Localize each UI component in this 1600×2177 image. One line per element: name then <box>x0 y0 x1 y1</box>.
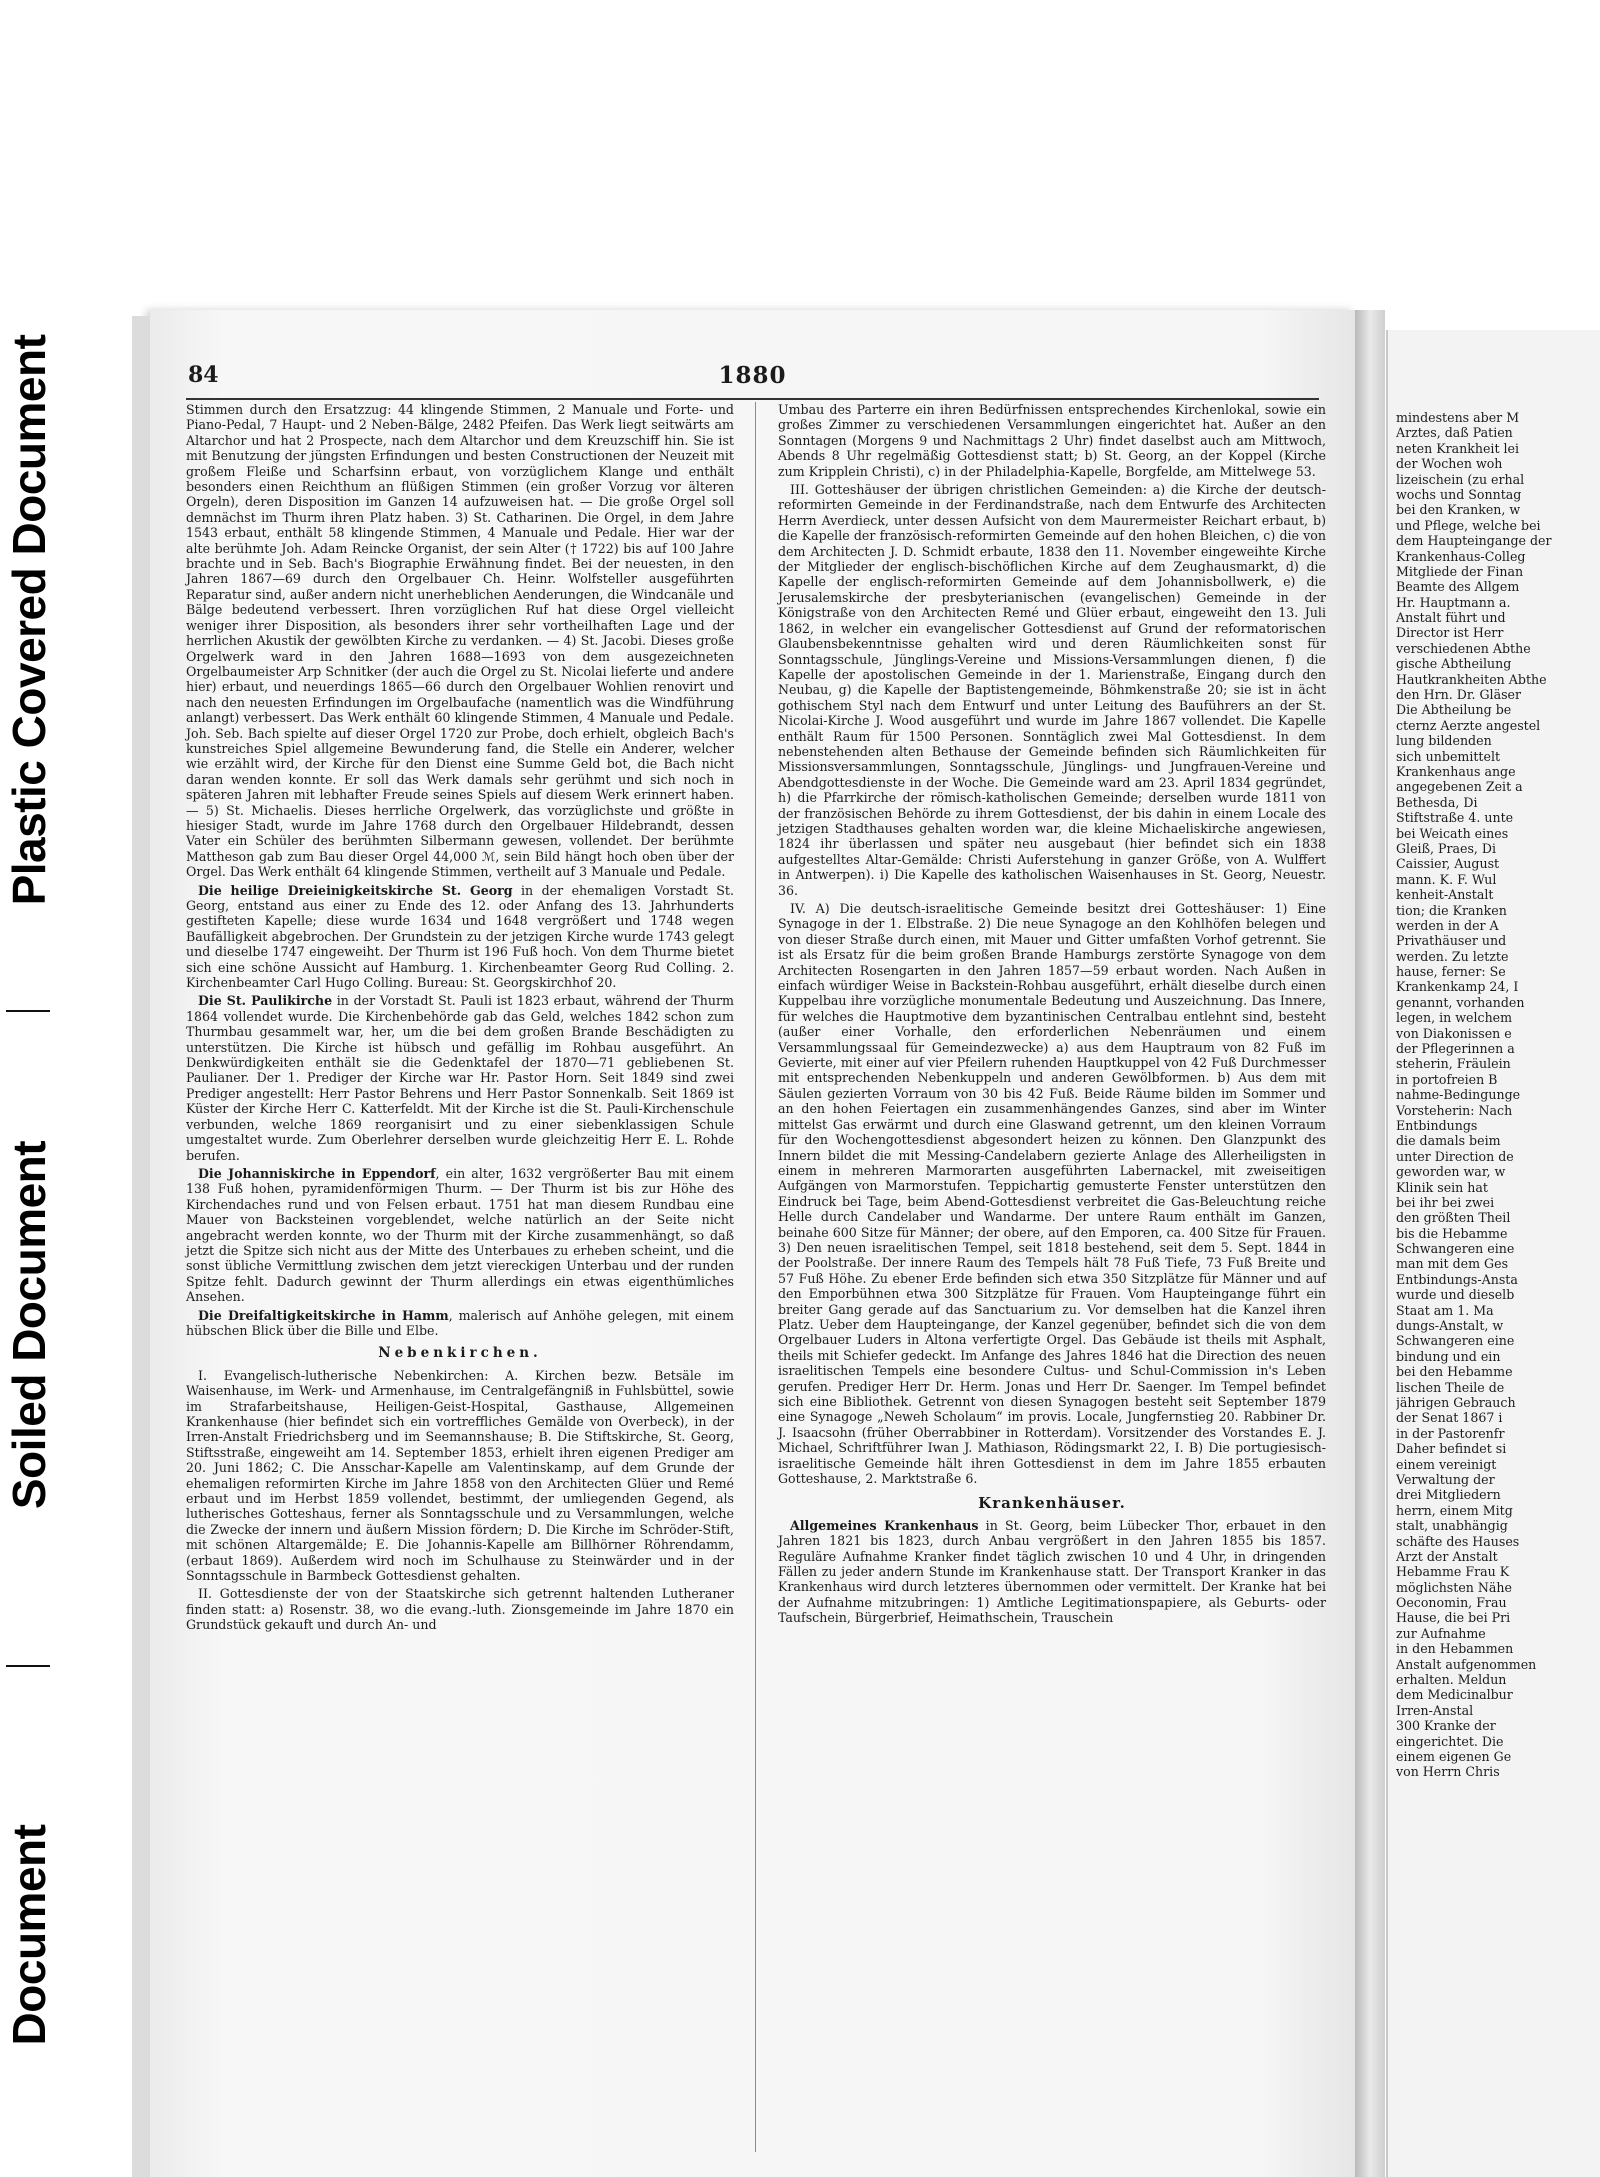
fragment-line: Oeconomin, Frau <box>1396 1595 1507 1611</box>
fragment-line: tion; die Kranken <box>1396 902 1507 918</box>
column-divider <box>755 402 756 2152</box>
fragment-line: Hr. Hauptmann a. <box>1396 594 1511 610</box>
side-label-strip <box>0 0 58 2177</box>
fragment-line: Anstalt aufgenommen <box>1396 1656 1537 1672</box>
fragment-line: wurde und dieselb <box>1396 1287 1515 1303</box>
paragraph-lutheraner: II. Gottesdienste der von der Staatskirche sich getrennt haltenden Lutheraner finden statt: a) Rosenstr. 38, wo die evang.-luth. Zionsgemeinde im Jahre 1870 ein Grundstück gekauft und durch An- und <box>186 1586 734 1633</box>
paragraph-title: Die heilige Dreieinigkeitskirche St. Georg <box>198 882 513 898</box>
fragment-line: legen, in welchem <box>1396 1010 1513 1026</box>
paragraph-organs: Stimmen durch den Ersatzzug: 44 klingende Stimmen, 2 Manuale und Forte- und Piano-Pedal, 7 Haupt- und 2 Neben-Bälge, 2482 Pfeifen. Das Werk liegt seitwärts am Altarchor und hat 2 Prospecte, nach dem Altarchor und dem Kreuzschiff hin. Sie ist mit Benutzung der jüngsten Erfindungen und besten Constructionen der Neuzeit mit großem Fleiße und Scharfsinn erbaut, von vorzüglichem Klange und enthält besonders einen Reichthum an flüßigen Stimmen (ein großer Vorzug vor älteren Orgeln), deren Disposition im Ganzen 14 aufzuweisen hat. — Die große Orgel soll demnächst im Thurm ihren Platz haben. 3) St. Catharinen. Die Orgel, in dem Jahre 1543 erbaut, enthält 58 klingende Stimmen, 4 Manuale und Pedale. Hier war der alte berühmte Joh. Adam Reincke Organist, der sein Alter († 1722) bis auf 100 Jahre brachte und in Seb. Bach's Biographie Erwähnung findet. Bei der neuesten, in den Jahren 1867—69 durch den Orgelbauer Ch. Heinr. Wolfsteller ausgeführten Reparatur sind, außer andern nicht unerheblichen Aenderungen, die Windcanäle und Bälge bedeutend verbessert. Ihren vorzüglichen Ruf hat diese Orgel vielleicht weniger ihrer Disposition, als besonders ihrer sehr vortheilhaften Lage und der herrlichen Akustik der gewölbten Kirche zu verdanken. — 4) St. Jacobi. Dieses große Orgelwerk ward in den Jahren 1688—1693 von dem ausgezeichneten Orgelbaumeister Arp Schnitker (der auch die Orgel zu St. Nicolai lieferte und andere hier) erbaut, und neuerdings 1865—66 durch den Orgelbauer Wohlien renovirt und nach den neuesten Erfindungen im Orgelbaufache (namentlich was die Windführung anlangt) verbessert. Das Werk enthält 60 klingende Stimmen, 4 Manuale und Pedale. Joh. Seb. Bach spielte auf dieser Orgel 1720 zur Probe, doch erhielt, obgleich Bach's kunstreiches Spiel allgemeine Bewunderung fand, die Stelle ein Anderer, welcher wie erzählt wird, der Kirche für den Dienst eine Summe Geld bot, die Bach nicht daran wenden konnte. Er soll das Werk damals sehr gerühmt und sich noch in späteren Jahren mit lebhafter Freude seines Spiels auf diesem Werk erinnert haben. — 5) St. Michaelis. Dieses herrliche Orgelwerk, das vorzüglichste und größte in hiesiger Stadt, wurde im Jahre 1768 durch den Orgelbauer Hildebrandt, dessen Vater ein Schüler des berühmten Silbermann gewesen, vollendet. Der berühmte Mattheson gab zum Bau dieser Orgel 44,000 ℳ, sein Bild hängt hoch oben über der Orgel. Das Werk enthält 64 klingende Stimmen, vertheilt auf 3 Manuale und Pedale. <box>186 402 734 880</box>
paragraph-title: Allgemeines Krankenhaus <box>790 1517 979 1533</box>
fragment-line: verschiedenen Abthe <box>1396 640 1531 656</box>
fragment-line: eingerichtet. Die <box>1396 1733 1504 1749</box>
fragment-line: Stiftstraße 4. unte <box>1396 810 1514 826</box>
fragment-line: Arzt der Anstalt <box>1396 1548 1498 1564</box>
fragment-line: bei den Kranken, w <box>1396 502 1521 518</box>
paragraph-title: Die Johanniskirche in Eppendorf <box>198 1165 436 1181</box>
fragment-line: Anstalt führt und <box>1396 610 1506 626</box>
fragment-line: Privathäuser und <box>1396 933 1507 949</box>
fragment-line: in den Hebammen <box>1396 1641 1514 1657</box>
page-year: 1880 <box>718 362 787 389</box>
fragment-line: Beamte des Allgem <box>1396 579 1520 595</box>
fragment-line: Entbindungs <box>1396 1117 1478 1133</box>
fragment-lines <box>1388 330 1600 1780</box>
paragraph-title: Die Dreifaltigkeitskirche in Hamm <box>198 1307 449 1323</box>
paragraph-st-pauli: Die St. Paulikirche in der Vorstadt St. Pauli ist 1823 erbaut, während der Thurm 1864 vollendet wurde. Die Kirchenbehörde gab das Geld, welches 1842 schon zum Thurmbau gesammelt war, her, um die bei dem großen Brande Beschädigten zu unterstützen. Die Kirche ist hübsch und gefällig im Rohbau ausgeführt. An Denkwürdigkeiten enthält sie die Gedenktafel der 1870—71 gebliebenen St. Paulianer. Der 1. Prediger der Kirche war Hr. Pastor Horn. Seit 1849 sind zwei Prediger angestellt: Herr Pastor Behrens und Herr Pastor Sonnenkalb. Seit 1869 ist Küster der Kirche Herr C. Katterfeldt. Mit der Kirche ist die St. Pauli-Kirchenschule verbunden, welche 1869 reorganisirt und zu einer siebenklassigen Schule umgestaltet wurde. Zum Oberlehrer derselben wurde gleichzeitig Herr E. L. Rohde berufen. <box>186 993 734 1163</box>
label-divider <box>6 1010 50 1012</box>
fragment-line: lischen Theile de <box>1396 1379 1505 1395</box>
label-divider <box>6 1665 50 1667</box>
fragment-line: unter Direction de <box>1396 1148 1514 1164</box>
fragment-line: Krankenhaus-Colleg <box>1396 548 1526 564</box>
fragment-line: drei Mitgliedern <box>1396 1487 1501 1503</box>
fragment-line: den Hrn. Dr. Gläser <box>1396 687 1522 703</box>
next-page-fragment <box>1386 330 1600 2177</box>
fragment-line: Irren-Anstal <box>1396 1702 1474 1718</box>
scanned-page <box>150 310 1355 2177</box>
fragment-line: Vorsteherin: Nach <box>1396 1102 1513 1118</box>
fragment-line: der Senat 1867 i <box>1396 1410 1503 1426</box>
fragment-line: gische Abtheilung <box>1396 656 1512 672</box>
fragment-line: bei Weicath eines <box>1396 825 1509 841</box>
fragment-line: neten Krankheit lei <box>1396 440 1520 456</box>
fragment-line: Krankenkamp 24, I <box>1396 979 1519 995</box>
fragment-line: Schwangeren eine <box>1396 1241 1515 1257</box>
fragment-line: von Diakonissen e <box>1396 1025 1512 1041</box>
running-head <box>188 362 1317 390</box>
fragment-line: bindung und ein <box>1396 1348 1501 1364</box>
fragment-line: schäfte des Hauses <box>1396 1533 1520 1549</box>
fragment-line: geworden war, w <box>1396 1164 1506 1180</box>
fragment-line: 300 Kranke der <box>1396 1718 1496 1734</box>
fragment-line: angegebenen Zeit a <box>1396 779 1523 795</box>
page-number: 84 <box>188 362 219 388</box>
fragment-line: dem Haupteingange der <box>1396 533 1552 549</box>
fragment-line: Hebamme Frau K <box>1396 1564 1510 1580</box>
fragment-line: werden. Zu letzte <box>1396 948 1509 964</box>
fragment-line: steherin, Fräulein <box>1396 1056 1511 1072</box>
fragment-line: Daher befindet si <box>1396 1441 1507 1457</box>
soiled-document-label: Soiled Document <box>3 1140 55 1510</box>
fragment-line: den größten Theil <box>1396 1210 1511 1226</box>
paragraph-synagogen: IV. A) Die deutsch-israelitische Gemeinde besitzt drei Gotteshäuser: 1) Eine Synagoge in der 1. Elbstraße. 2) Die neue Synagoge an den Kohlhöfen belegen und von dieser Straße durch einen, mit Mauer und Gitter umfaßten Vorhof getrennt. Sie ist als Ersatz für die beim großen Brande Hamburgs zerstörte Synagoge von dem Architecten Rosengarten in den Jahren 1857—59 erbaut worden. Nach Außen in einfach würdiger Weise in Backstein-Rohbau ausgeführt, erhält dieselbe durch einen Kuppelbau ihre vorzügliche monumentale Bedeutung und Auszeichnung. Das Innere, für welches die Hauptmotive dem byzantinischen Centralbau entlehnt sind, besteht (außer einer Vorhalle, den erforderlichen Nebenräumen und einem Versammlungssaal für Gemeindezwecke) a) aus dem Hauptraum von 82 Fuß im Gevierte, mit einer auf vier Pfeilern ruhenden Hauptkuppel von 42 Fuß Durchmesser mit entsprechenden Nebenkuppeln und anderen Gewölbformen. b) Aus dem mit Säulen gezierten Vorraum von 30 bis 42 Fuß. Beide Räume bilden im Sommer und an den hohen Feiertagen ein zusammenhängendes Ganzes, sind aber im Winter mittelst Gas erwärmt und durch eine Glaswand getrennt, um den kleinen Vorraum für den Wochengottesdienst abgesondert heizen zu können. Den Glanzpunkt des Innern bildet die mit Messing-Candelabern gezierte Anlage des Allerheiligsten in einem in mehreren Marmorarten ausgeführten Labernackel, mit zweiseitigen Aufgängen von Marmorstufen. Teppichartig gemusterte Fenster unterstützen den Eindruck bei Tage, beim Abend-Gottesdienst verbreitet die Gas-Beleuchtung reiche Helle durch Candelaber und Wandarme. Der untere Raum enthält im Ganzen, beinahe 600 Sitze für Männer; der obere, auf den Emporen, ca. 400 Sitze für Frauen. 3) Den neuen israelitischen Tempel, seit 1818 bestehend, seit dem 5. Sept. 1844 in der Poolstraße. Der innere Raum des Tempels hält 78 Fuß Tiefe, 73 Fuß Breite und 57 Fuß Höhe. Zu ebener Erde befinden sich etwa 350 Sitzplätze für Männer und auf den Emporbühnen etwa 300 Sitzplätze für Frauen. Vom Haupteingange führt ein breiter Gang gerade auf das Sanctuarium zu. Vor demselben hat die Kanzel ihren Platz. Ueber dem Haupteingange, der Kanzel gegenüber, befindet sich die von dem Orgelbauer Luders in Altona verfertigte Orgel. Das Gebäude ist theils mit Asphalt, theils mit Schiefer gedeckt. Im Anfange des Jahres 1846 hat die Direction des neuen israelitischen Tempels eine besondere Cultus- und Schul-Commission in's Leben gerufen. Prediger Herr Dr. Herm. Jonas und Herr Dr. Saenger. Im Tempel befindet sich eine Bibliothek. Getrennt von diesen Synagogen besteht seit September 1879 eine Synagoge „Neweh Scholaum“ im provis. Locale, Jungfernstieg 20. Rabbiner Dr. J. Isaacsohn (früher Oberrabbiner in Rotterdam). Vorsitzender des Vorstandes E. J. Michael, Schriftführer Iwan J. Mathiason, Rödingsmarkt 22, I. B) Die portugiesisch-israelitische Gemeinde hält ihren Gottesdienst in dem im Jahre 1855 erbauten Gotteshause, 2. Marktstraße 6. <box>778 901 1326 1487</box>
fragment-line: Schwangeren eine <box>1396 1333 1515 1349</box>
fragment-line: sich unbemittelt <box>1396 748 1501 764</box>
fragment-line: dungs-Anstalt, w <box>1396 1318 1504 1334</box>
right-column <box>778 402 1326 1629</box>
plastic-covered-label: Plastic Covered Document <box>3 334 55 906</box>
fragment-line: der Wochen woh <box>1396 456 1503 472</box>
fragment-line: in der Pastorenfr <box>1396 1425 1505 1441</box>
fragment-line: mindestens aber M <box>1396 410 1520 425</box>
fragment-line: Bethesda, Di <box>1396 794 1478 810</box>
fragment-line: Klinik sein hat <box>1396 1179 1488 1195</box>
fragment-line: Gleiß, Praes, Di <box>1396 840 1497 856</box>
fragment-line: Entbindungs-Ansta <box>1396 1271 1518 1287</box>
fragment-line: und Pflege, welche bei <box>1396 517 1541 533</box>
fragment-line: cternz Aerzte angestel <box>1396 717 1541 733</box>
fragment-line: einem eigenen Ge <box>1396 1748 1512 1764</box>
fragment-line: stalt, unabhängig <box>1396 1518 1508 1534</box>
fragment-line: Director ist Herr <box>1396 625 1504 641</box>
fragment-line: Hautkrankheiten Abthe <box>1396 671 1547 687</box>
fragment-line: genannt, vorhanden <box>1396 994 1525 1010</box>
section-heading-krankenhaeuser: Krankenhäuser. <box>978 1494 1126 1513</box>
fragment-line: Krankenhaus ange <box>1396 763 1516 779</box>
fragment-line: bei den Hebamme <box>1396 1364 1513 1380</box>
fragment-line: mann. K. F. Wul <box>1396 871 1497 887</box>
paragraph-title: Die St. Paulikirche <box>198 993 333 1009</box>
fragment-line: einem vereinigt <box>1396 1456 1497 1472</box>
fragment-line: erhalten. Meldun <box>1396 1672 1507 1688</box>
fragment-line: Mitgliede der Finan <box>1396 563 1524 579</box>
fragment-line: dem Medicinalbur <box>1396 1687 1513 1703</box>
left-column <box>186 402 734 1636</box>
fragment-line: Caissier, August <box>1396 856 1500 872</box>
fragment-line: hause, ferner: Se <box>1396 964 1506 980</box>
paragraph-nebenkirchen: I. Evangelisch-lutherische Nebenkirchen: A. Kirchen bezw. Betsäle im Waisenhause, im Werk- und Armenhause, im Centralgefängniß in Fuhlsbüttel, sowie im Strafarbeitshause, Heiligen-Geist-Hospital, Gasthause, Allgemeinen Krankenhause (hier befindet sich ein vortreffliches Gemälde von Overbeck), in der Irren-Anstalt Friedrichsberg und im Seemannshause; B. Die Stiftskirche, St. Georg, Stiftsstraße, eingeweiht am 14. September 1853, erhielt ihren eigenen Prediger am 20. Juni 1862; C. Die Ansschar-Kapelle am Valentinskamp, auf dem Grunde der ehemaligen reformirten Kirche im Jahre 1858 von den Architecten Glüer und Remé erbaut und im Herbst 1859 vollendet, bestimmt, der umliegenden Gegend, als lutherisches Gotteshaus, ferner als Sonntagsschule und zu Versammlungen, welche die Zwecke der innern und äußern Mission fördern; D. Die Kirche im Schröder-Stift, mit schönen Altargemälde; E. Die Johannis-Kapelle am Billhörner Röhrendamm, (erbaut 1869). Außerdem wird noch im Schulhause zu Steinwärder und in der Sonntagsschule in Barmbeck Gottesdienst gehalten. <box>186 1367 734 1584</box>
fragment-line: der Pflegerinnen a <box>1396 1041 1515 1057</box>
fragment-line: Staat am 1. Ma <box>1396 1302 1494 1318</box>
fragment-line: herrn, einem Mitg <box>1396 1502 1513 1518</box>
fragment-line: bei ihr bei zwei <box>1396 1194 1495 1210</box>
fragment-line: in portofreien B <box>1396 1071 1498 1087</box>
fragment-line: lung bildenden <box>1396 733 1492 749</box>
fragment-line: von Herrn Chris <box>1396 1764 1500 1780</box>
fragment-line: die damals beim <box>1396 1133 1501 1149</box>
paragraph-krankenhaus: Allgemeines Krankenhaus in St. Georg, beim Lübecker Thor, erbauet in den Jahren 1821 bis 1823, durch Anbau vergrößert in den Jahren 1855 bis 1857. Reguläre Aufnahme Kranker findet täglich zwischen 10 und 4 Uhr, in dringenden Fällen zu jeder andern Stunde im Krankenhause statt. Der Transport Kranker in das Krankenhaus wird durch letzteres übernommen oder vermittelt. Der Kranke hat bei der Aufnahme mitzubringen: 1) Amtliche Legitimationspapiere, als Geburts- oder Taufschein, Bürgerbrief, Heimathschein, Trauschein <box>778 1517 1326 1626</box>
fragment-line: jährigen Gebrauch <box>1396 1395 1516 1410</box>
fragment-line: Die Abtheilung be <box>1396 702 1512 718</box>
header-rule <box>186 398 1319 400</box>
fragment-line: Verwaltung der <box>1396 1471 1495 1487</box>
fragment-line: bis die Hebamme <box>1396 1225 1508 1241</box>
fragment-line: nahme-Bedingunge <box>1396 1087 1521 1103</box>
fragment-line: wochs und Sonntag <box>1396 486 1522 502</box>
fragment-line: werden in der A <box>1396 917 1499 933</box>
document-label: Document <box>3 1824 55 2046</box>
paragraph-continuation: Umbau des Parterre ein ihren Bedürfnissen entsprechendes Kirchenlokal, sowie ein großes Zimmer zu verschiedenen Versammlungen eingerichtet hat. Außer an den Sonntagen (Morgens 9 und Nachmittags 2 Uhr) findet daselbst auch am Mittwoch, Abends 8 Uhr regelmäßig Gottesdienst statt; b) St. Georg, an der Koppel (Kirche zum Kripplein Christi), c) in der Philadelphia-Kapelle, Borgfelde, am Mittelwege 53. <box>778 402 1326 479</box>
section-heading-nebenkirchen: Nebenkirchen. <box>378 1345 542 1362</box>
paragraph-st-georg: Die heilige Dreieinigkeitskirche St. Georg in der ehemaligen Vorstadt St. Georg, entstand aus einer zu Ende des 12. oder Anfang des 13. Jahrhunderts gestifteten Kapelle; diese wurde 1634 und 1648 vergrößert und 1748 wegen Baufälligkeit abgebrochen. Der Grundstein zu der jetzigen Kirche wurde 1743 gelegt und dieselbe 1747 eingeweiht. Der Thurm ist 196 Fuß hoch. Von dem Thurme bietet sich eine schöne Aussicht auf Hamburg. 1. Kirchenbeamter Georg Rud Colling. 2. Kirchenbeamter Carl Hugo Colling. Bureau: St. Georgskirchhof 20. <box>186 882 734 991</box>
fragment-line: man mit dem Ges <box>1396 1256 1509 1272</box>
paragraph-gotteshaeuser: III. Gotteshäuser der übrigen christlichen Gemeinden: a) die Kirche der deutsch-reformirten Gemeinde in der Ferdinandstraße, nach dem Entwurfe des Architecten Herrn Averdieck, unter dessen Aufsicht von dem Maurermeister Reichart erbaut, b) die Kapelle der französisch-reformirten Gemeinde auf den hohen Bleichen, c) die von dem Architecten J. D. Schmidt erbaute, 1838 den 11. November eingeweihte Kirche der Mitglieder der englisch-bischöflichen Kirche auf dem Zeughausmarkt, d) die Kapelle der englisch-reformirten Gemeinde auf dem Johannisbollwerk, e) die Jerusalemskirche der presbyterianischen (evangelischen) Gemeinde in der Königstraße von den Architecten Remé und Glüer erbaut, eingeweiht den 13. Juli 1862, in welcher ein evangelischer Gottesdienst auf Grund der reformatorischen Glaubensbekenntnisse gehalten wird und deren Räumlichkeiten sonst für Sonntagsschule, Jünglings-Vereine und Missions-Versammlungen dienen, f) die Kapelle der apostolischen Gemeinde in der 1. Marienstraße, Eingang durch den Neubau, g) die Kapelle der Baptistengemeinde, Böhmkenstraße 20; sie ist in ächt gothischem Styl nach dem Entwurf und unter Leitung des Bauführers an der St. Nicolai-Kirche J. Wood ausgeführt und wurde im Jahre 1867 vollendet. Die Kapelle enthält Raum für 1500 Personen. Sonntäglich zwei Mal Gottesdienst. In dem nebenstehenden alten Bethause der Gemeinde befinden sich Räumlichkeiten für Missionsversammlungen, Sonntagsschule, Jünglings- und Jungfrauen-Vereine und Abendgottesdienste in der Woche. Die Gemeinde ward am 23. April 1834 gegründet, h) die Pfarrkirche der römisch-katholischen Gemeinde; derselben wurde 1811 von der französischen Behörde zu ihrem Gottesdienst, der bis dahin in einem Locale des jetzigen Stadthauses gehalten worden war, die kleine Michaeliskirche angewiesen, 1824 ihr überlassen und später neu ausgebaut (hier befindet sich ein 1838 aufgestelltes Altar-Gemälde: Christi Auferstehung in ganzer Größe, von A. Wulffert in Antwerpen). i) Die Kapelle des katholischen Waisenhauses in St. Georg, Neuestr. 36. <box>778 482 1326 898</box>
paragraph-hamm: Die Dreifaltigkeitskirche in Hamm, malerisch auf Anhöhe gelegen, mit einem hübschen Blick über die Bille und Elbe. <box>186 1307 734 1338</box>
fragment-line: kenheit-Anstalt <box>1396 887 1494 903</box>
fragment-line: zur Aufnahme <box>1396 1625 1486 1641</box>
fragment-line: lizeischein (zu erhal <box>1396 471 1525 487</box>
fragment-line: möglichsten Nähe <box>1396 1579 1512 1595</box>
fragment-line: Arztes, daß Patien <box>1396 425 1513 441</box>
paragraph-eppendorf: Die Johanniskirche in Eppendorf, ein alter, 1632 vergrößerter Bau mit einem 138 Fuß hohen, pyramidenförmigen Thurm. — Der Thurm ist bis zur Höhe des Kirchendaches rund und von Felsen erbaut. 1751 hat man diesem Rundbau eine Mauer von Backsteinen vorgeblendet, welche natürlich an der Seite nicht angebracht werden konnte, wo der Thurm mit der Kirche zusammenhängt, so daß jetzt die Spitze sich nicht aus der Mitte des Unterbaues zu erheben scheint, und die sonst übliche Vermittlung zwischen dem jetzt viereckigen Unterbau und der runden Spitze fehlt. Dadurch gewinnt der Thurm allerdings ein etwas eigenthümliches Ansehen. <box>186 1165 734 1305</box>
fragment-line: Hause, die bei Pri <box>1396 1610 1511 1626</box>
